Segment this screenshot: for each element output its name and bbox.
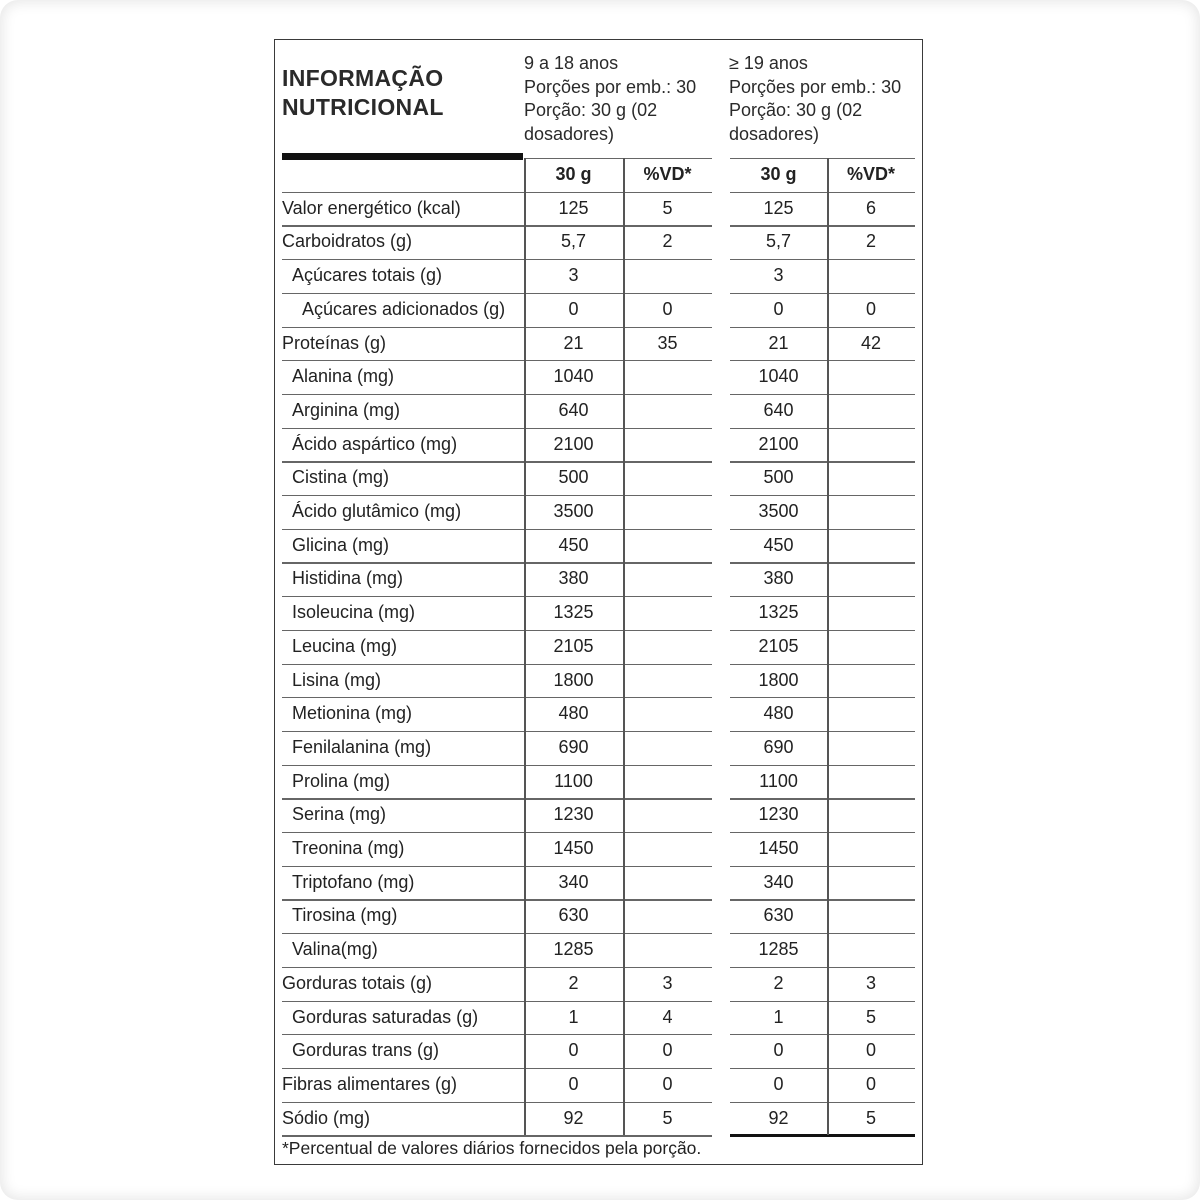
value-19-plus-amount: 1325: [758, 602, 799, 623]
value-9-18-amount: 92: [563, 1107, 584, 1128]
value-19-plus-dv: 0: [865, 1073, 876, 1094]
nutrient-label: Arginina (mg): [292, 399, 401, 420]
value-9-18-dv: [623, 866, 712, 900]
value-19-plus-amount: 1040: [758, 366, 799, 387]
value-19-plus-dv: [827, 798, 915, 832]
value-9-18-dv: [623, 630, 712, 664]
nutrient-label: Gorduras totais (g): [282, 972, 433, 993]
nutrient-label: Fenilalanina (mg): [292, 736, 432, 757]
value-9-18-amount: 340: [558, 871, 589, 892]
value-9-18-dv: [623, 933, 712, 967]
value-9-18-amount: 690: [558, 736, 589, 757]
label-title: [282, 64, 522, 122]
value-19-plus-dv: 6: [865, 197, 876, 218]
title-line-2: NUTRICIONAL: [282, 94, 444, 120]
value-9-18-dv: 4: [662, 1006, 673, 1027]
value-19-plus-amount: 1450: [758, 838, 799, 858]
value-9-18-dv: [623, 360, 712, 394]
group-servings: Porções por emb.: 30: [729, 76, 902, 97]
value-19-plus-dv: [827, 899, 915, 933]
nutrient-label: Metionina (mg): [292, 703, 413, 724]
value-9-18-dv: 35: [657, 332, 678, 353]
value-19-plus-amount: 340: [763, 871, 794, 892]
value-19-plus-amount: 1: [773, 1006, 784, 1027]
value-9-18-dv: [623, 394, 712, 428]
nutrient-label: Valor energético (kcal): [282, 197, 461, 218]
value-19-plus-amount: 450: [763, 534, 794, 555]
value-9-18-dv: 0: [662, 298, 673, 319]
nutrient-label: Lisina (mg): [292, 669, 382, 690]
value-9-18-amount: 0: [568, 298, 579, 319]
value-19-plus-amount: 0: [773, 298, 784, 319]
value-19-plus-dv: [827, 933, 915, 967]
value-9-18-amount: 3: [568, 265, 579, 286]
value-19-plus-dv: [827, 259, 915, 293]
value-9-18-amount: 1230: [553, 804, 594, 825]
nutrient-label: Serina (mg): [292, 804, 387, 825]
nutrient-label: Prolina (mg): [292, 770, 391, 791]
value-19-plus-amount: 500: [763, 467, 794, 488]
nutrient-label: Açúcares totais (g): [292, 265, 443, 286]
value-19-plus-amount: 640: [763, 399, 794, 420]
value-9-18-amount: 1040: [553, 366, 594, 387]
header-top-line: [524, 158, 712, 159]
value-19-plus-amount: 2: [773, 972, 784, 993]
value-19-plus-amount: 0: [773, 1073, 784, 1094]
value-9-18-amount: 450: [558, 534, 589, 555]
value-9-18-dv: [623, 461, 712, 495]
value-19-plus-amount: 1285: [758, 939, 799, 960]
nutrient-label: Gorduras trans (g): [292, 1040, 440, 1061]
nutrient-label: Ácido aspártico (mg): [292, 433, 458, 454]
value-9-18-amount: 630: [558, 905, 589, 926]
value-9-18-dv: [623, 259, 712, 293]
group-header-9-18: [524, 52, 710, 146]
value-9-18-amount: 0: [568, 1040, 579, 1061]
value-19-plus-dv: 5: [865, 1107, 876, 1128]
value-9-18-dv: [623, 596, 712, 630]
value-19-plus-amount: 3500: [758, 501, 799, 521]
nutrient-label: Tirosina (mg): [292, 905, 398, 926]
col-header-amount: 30 g: [760, 164, 797, 184]
value-9-18-dv: [623, 832, 712, 866]
col-header-amount: 30 g: [555, 164, 592, 184]
group-age: ≥ 19 anos: [729, 53, 808, 73]
nutrient-label: Proteínas (g): [282, 332, 387, 353]
value-19-plus-dv: [827, 461, 915, 495]
value-19-plus-amount: 5,7: [765, 231, 792, 252]
group-portion-1: Porção: 30 g (02: [729, 100, 863, 120]
value-19-plus-amount: 480: [763, 703, 794, 724]
value-19-plus-amount: 690: [763, 736, 794, 757]
value-9-18-dv: [623, 899, 712, 933]
group-age: 9 a 18 anos: [524, 53, 619, 73]
value-9-18-dv: [623, 529, 712, 563]
value-19-plus-dv: [827, 731, 915, 765]
value-9-18-dv: [623, 664, 712, 698]
value-19-plus-dv: [827, 360, 915, 394]
nutrient-label: Carboidratos (g): [282, 231, 413, 252]
value-19-plus-amount: 2100: [758, 433, 799, 454]
value-19-plus-amount: 92: [768, 1107, 789, 1128]
value-9-18-amount: 1325: [553, 602, 594, 623]
value-19-plus-dv: [827, 596, 915, 630]
nutrient-label: Triptofano (mg): [292, 871, 415, 892]
value-19-plus-dv: [827, 562, 915, 596]
nutrient-label: Ácido glutâmico (mg): [292, 501, 462, 521]
value-19-plus-amount: 0: [773, 1040, 784, 1061]
nutrient-label: Histidina (mg): [292, 568, 404, 589]
value-9-18-amount: 1800: [553, 669, 594, 690]
value-9-18-dv: [623, 798, 712, 832]
header-divider-bar: [282, 153, 523, 160]
value-9-18-amount: 5,7: [560, 231, 587, 252]
value-9-18-dv: 0: [662, 1040, 673, 1061]
value-19-plus-dv: [827, 630, 915, 664]
nutrient-label: Leucina (mg): [292, 635, 398, 656]
value-19-plus-amount: 380: [763, 568, 794, 589]
nutrient-label: Gorduras saturadas (g): [292, 1006, 479, 1027]
value-19-plus-dv: 0: [865, 298, 876, 319]
value-9-18-amount: 2105: [553, 635, 594, 656]
group-header-19-plus: [729, 52, 915, 146]
footnote: *Percentual de valores diários fornecidos pela porção.: [282, 1138, 702, 1158]
value-9-18-amount: 1285: [553, 939, 594, 960]
value-9-18-dv: [623, 495, 712, 529]
group-portion-2: dosadores): [524, 123, 615, 144]
value-19-plus-amount: 2105: [758, 635, 799, 656]
value-9-18-amount: 0: [568, 1073, 579, 1094]
value-19-plus-amount: 1800: [758, 669, 799, 690]
value-9-18-amount: 1450: [553, 838, 594, 858]
value-19-plus-dv: 42: [860, 332, 882, 353]
value-19-plus-dv: 3: [865, 972, 876, 993]
nutrient-label: Alanina (mg): [292, 366, 395, 387]
col-header-dv: %VD*: [846, 164, 895, 184]
group-portion-1: Porção: 30 g (02: [524, 100, 658, 120]
value-19-plus-dv: [827, 765, 915, 799]
value-19-plus-dv: 2: [865, 231, 876, 252]
value-19-plus-dv: 5: [865, 1006, 876, 1027]
nutrient-label: Isoleucina (mg): [292, 602, 416, 623]
value-19-plus-dv: [827, 832, 915, 866]
value-9-18-amount: 380: [558, 568, 589, 589]
value-9-18-amount: 21: [563, 332, 584, 353]
value-9-18-amount: 3500: [553, 501, 594, 521]
nutrient-label: Açúcares adicionados (g): [302, 298, 506, 319]
header-top-line: [730, 158, 915, 159]
value-9-18-dv: [623, 731, 712, 765]
value-9-18-dv: 0: [662, 1073, 673, 1094]
value-9-18-dv: 5: [662, 1107, 673, 1128]
value-9-18-amount: 480: [558, 703, 589, 724]
nutrient-label: Cistina (mg): [292, 467, 390, 488]
value-9-18-amount: 1: [568, 1006, 579, 1027]
group-servings: Porções por emb.: 30: [524, 76, 697, 97]
value-19-plus-amount: 125: [763, 197, 794, 218]
group-portion-2: dosadores): [729, 123, 820, 144]
row-separator: [282, 1135, 712, 1136]
value-19-plus-amount: 1230: [758, 804, 799, 825]
title-line-1: INFORMAÇÃO: [282, 65, 444, 91]
value-19-plus-dv: [827, 664, 915, 698]
nutrient-label: Treonina (mg): [292, 838, 405, 858]
nutrient-label: Sódio (mg): [282, 1107, 371, 1128]
value-19-plus-dv: [827, 866, 915, 900]
value-9-18-dv: [623, 562, 712, 596]
value-9-18-amount: 2: [568, 972, 579, 993]
value-19-plus-dv: 0: [865, 1040, 876, 1061]
value-19-plus-amount: 3: [773, 265, 784, 286]
value-19-plus-amount: 630: [763, 905, 794, 926]
value-9-18-amount: 1100: [554, 770, 593, 791]
value-9-18-dv: [623, 697, 712, 731]
value-19-plus-amount: 21: [768, 332, 789, 353]
col-header-dv: %VD*: [643, 164, 692, 184]
value-9-18-amount: 2100: [553, 433, 594, 454]
value-9-18-dv: [623, 428, 712, 462]
value-9-18-dv: [623, 765, 712, 799]
value-19-plus-amount: 1100: [759, 770, 798, 791]
nutrient-label: Glicina (mg): [292, 534, 390, 555]
value-9-18-amount: 500: [558, 467, 589, 488]
value-9-18-dv: 5: [662, 197, 673, 218]
value-9-18-dv: 3: [662, 972, 673, 993]
value-19-plus-dv: [827, 529, 915, 563]
value-9-18-dv: 2: [662, 231, 673, 252]
nutrient-label: Fibras alimentares (g): [282, 1073, 458, 1094]
value-19-plus-dv: [827, 495, 915, 529]
nutrient-label: Valina(mg): [292, 939, 378, 960]
value-9-18-amount: 125: [558, 197, 589, 218]
value-19-plus-dv: [827, 394, 915, 428]
value-19-plus-dv: [827, 697, 915, 731]
value-9-18-amount: 640: [558, 399, 589, 420]
value-19-plus-dv: [827, 428, 915, 462]
